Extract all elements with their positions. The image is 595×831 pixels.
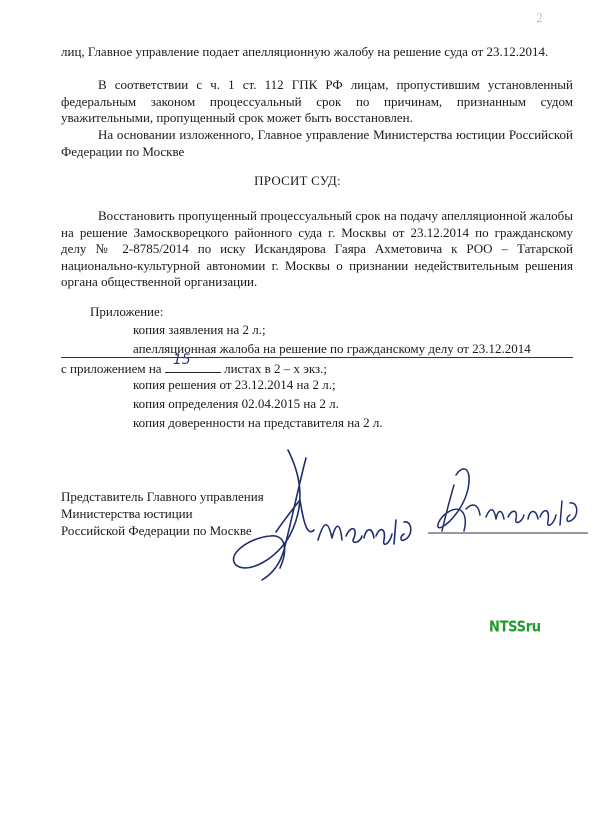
attachment-continuation-after: листах в 2 – х экз.; [224, 361, 328, 376]
signature-2 [428, 455, 593, 555]
representative-line-1: Представитель Главного управления [61, 489, 264, 504]
watermark-logo: NTSSru [489, 618, 541, 637]
representative-line-2: Министерства юстиции [61, 506, 193, 521]
document-heading: ПРОСИТ СУД: [254, 173, 341, 188]
signature-1 [228, 440, 418, 590]
attachment-item-2-continuation [61, 352, 328, 377]
paragraph-request: Восстановить пропущенный процессуальный срок на подачу апелляционной жалобы на решение Замоскворецкого районного суда г. Москвы от 23.12.2014 по гражданскому делу № 2-8785/2014 по иску Искандярова Гаяра Ахметовича к РОО – Татарской национально-культурной автономии г. Москвы о признании недействительным решения органа общественной организации. [61, 208, 573, 289]
attachment-item-3: копия решения от 23.12.2014 на 2 л.; [133, 377, 336, 392]
page-number-mark: 2 [534, 9, 544, 26]
paragraph-legal-basis: В соответствии с ч. 1 ст. 112 ГПК РФ лицам, пропустившим установленный федеральным законом процессуальный срок по причинам, признанным судом уважительными, пропущенный срок может быть восстановлен. [61, 77, 573, 125]
attachment-item-5: копия доверенности на представителя на 2 л. [133, 415, 383, 430]
attachment-item-4: копия определения 02.04.2015 на 2 л. [133, 396, 339, 411]
representative-line-3: Российской Федерации по Москве [61, 523, 252, 538]
attachment-divider [61, 357, 573, 358]
attachment-item-1: копия заявления на 2 л.; [133, 322, 266, 337]
handwritten-sheet-count: 15 [165, 359, 221, 373]
attachment-item-2: апелляционная жалоба на решение по гражданскому делу от 23.12.2014 [133, 341, 531, 356]
paragraph-grounds: На основании изложенного, Главное управление Министерства юстиции Российской Федерации по Москве [61, 127, 573, 159]
attachment-continuation-before: с приложением на [61, 361, 162, 376]
paragraph-appeal-intro: лиц, Главное управление подает апелляционную жалобу на решение суда от 23.12.2014. [61, 44, 549, 59]
attachments-title: Приложение: [90, 304, 164, 319]
